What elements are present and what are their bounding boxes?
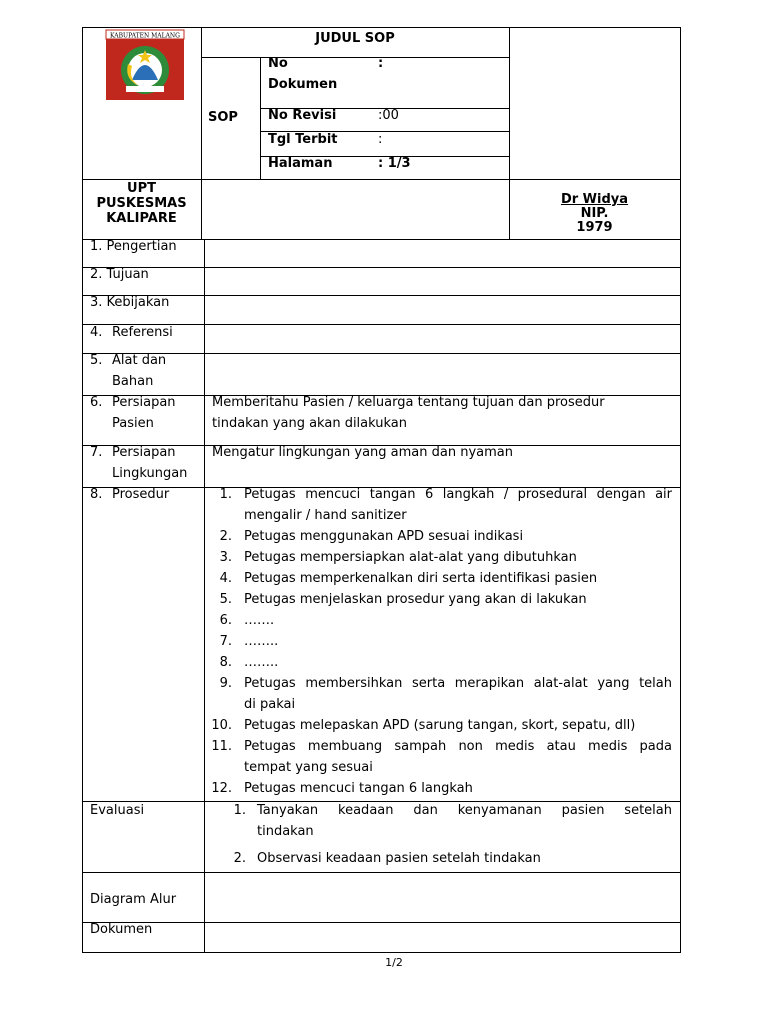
header-bottom-border [82,179,681,180]
signer-nip-label: NIP. [580,206,609,221]
label-lingkungan-1: Persiapan [112,445,176,460]
page-number: 1/2 [385,956,403,969]
prosedur-item-text: Petugas membuang sampah non medis atau medis pada [244,739,672,754]
org-line-3: KALIPARE [106,211,177,226]
no-revisi-value: :00 [378,108,399,123]
logo-banner-text: KABUPATEN MALANG [110,32,180,40]
prosedur-item-text: Petugas mempersiapkan alat-alat yang dibutuhkan [244,550,577,565]
prosedur-item-number: 9. [219,676,232,691]
prosedur-item-number: 2. [219,529,232,544]
prosedur-item-text-cont: tempat yang sesuai [244,760,373,775]
prosedur-item-text-cont: di pakai [244,697,296,712]
row-border-2 [82,295,681,296]
no-dokumen-label-2: Dokumen [268,77,338,92]
org-line-2: PUSKESMAS [96,196,187,211]
prosedur-item-text: Petugas mencuci tangan 6 langkah [244,781,473,796]
logo-ribbon [126,86,164,92]
prosedur-item-text: Petugas melepaskan APD (sarung tangan, skort, sepatu, dll) [244,718,636,733]
row-border-4 [82,353,681,354]
evaluasi-item-text: Tanyakan keadaan dan kenyamanan pasien setelah [257,803,672,818]
halaman-label: Halaman [268,156,333,171]
prosedur-item-text: Petugas mencuci tangan 6 langkah / prosedural dengan air [244,487,672,502]
prosedur-item-text-cont: mengalir / hand sanitizer [244,508,407,523]
header-right-border [680,27,681,240]
label-prosedur-num: 8. [90,487,103,502]
kabupaten-malang-logo [104,28,186,106]
prosedur-item-text: Petugas memperkenalkan diri serta identifikasi pasien [244,571,598,586]
prosedur-item-number: 12. [211,781,232,796]
label-kebijakan: 3. Kebijakan [90,295,170,310]
label-pasien-1: Persiapan [112,395,176,410]
content-lingkungan: Mengatur lingkungan yang aman dan nyaman [212,445,514,460]
halaman-value: : 1/3 [378,156,411,171]
title-bottom-border [201,57,509,58]
logo-col-divider [201,27,202,240]
prosedur-item-number: 3. [219,550,232,565]
label-referensi-num: 4. [90,325,103,340]
no-dokumen-label-1: No [268,56,288,71]
prosedur-item-number: 10. [211,718,232,733]
prosedur-item-text: …….. [244,634,279,649]
row-border-9 [82,872,681,873]
content-pasien-1: Memberitahu Pasien / keluarga tentang tujuan dan prosedur [212,395,605,410]
label-alat-2: Bahan [112,374,154,389]
body-bottom-border [82,952,681,953]
label-dokumen: Dokumen [90,922,153,937]
tgl-terbit-label: Tgl Terbit [268,132,338,147]
prosedur-item-number: 11. [211,739,232,754]
row-border-1 [82,267,681,268]
prosedur-item-text: Petugas menggunakan APD sesuai indikasi [244,529,524,544]
prosedur-item-number: 7. [219,634,232,649]
signer-nip: 1979 [576,220,613,235]
prosedur-item-number: 6. [219,613,232,628]
body-col-divider [204,239,205,953]
prosedur-item-number: 4. [219,571,232,586]
signer-name: Dr Widya [560,192,629,207]
sop-col-divider [260,57,261,179]
content-pasien-2: tindakan yang akan dilakukan [212,416,408,431]
label-diagram-alur: Diagram Alur [90,892,177,907]
label-pengertian: 1. Pengertian [90,239,177,254]
label-pasien-2: Pasien [112,416,154,431]
evaluasi-item-number: 2. [233,851,246,866]
body-right-border [680,239,681,953]
prosedur-item-text: Petugas menjelaskan prosedur yang akan di lakukan [244,592,587,607]
label-lingkungan-num: 7. [90,445,103,460]
tgl-terbit-value: : [378,132,383,147]
label-tujuan: 2. Tujuan [90,267,149,282]
prosedur-item-number: 1. [219,487,232,502]
label-prosedur: Prosedur [112,487,170,502]
evaluasi-item-text-cont: tindakan [257,824,314,839]
prosedur-item-text: Petugas membersihkan serta merapikan alat-alat yang telah [244,676,672,691]
body-left-border [82,239,83,953]
row-border-10 [82,922,681,923]
label-alat-num: 5. [90,353,103,368]
label-referensi: Referensi [112,325,173,340]
prosedur-item-text: ……. [244,613,275,628]
prosedur-item-number: 5. [219,592,232,607]
no-dokumen-value: : [378,56,384,71]
org-line-1: UPT [127,181,156,196]
label-pasien-num: 6. [90,395,103,410]
evaluasi-item-number: 1. [233,803,246,818]
evaluasi-item-text: Observasi keadaan pasien setelah tindakan [257,851,541,866]
sop-label: SOP [208,110,238,125]
label-evaluasi: Evaluasi [90,803,145,818]
label-alat-1: Alat dan [112,353,167,368]
prosedur-item-text: …….. [244,655,279,670]
sop-title: JUDUL SOP [315,31,395,46]
prosedur-item-number: 8. [219,655,232,670]
no-revisi-label: No Revisi [268,108,337,123]
label-lingkungan-2: Lingkungan [112,466,188,481]
